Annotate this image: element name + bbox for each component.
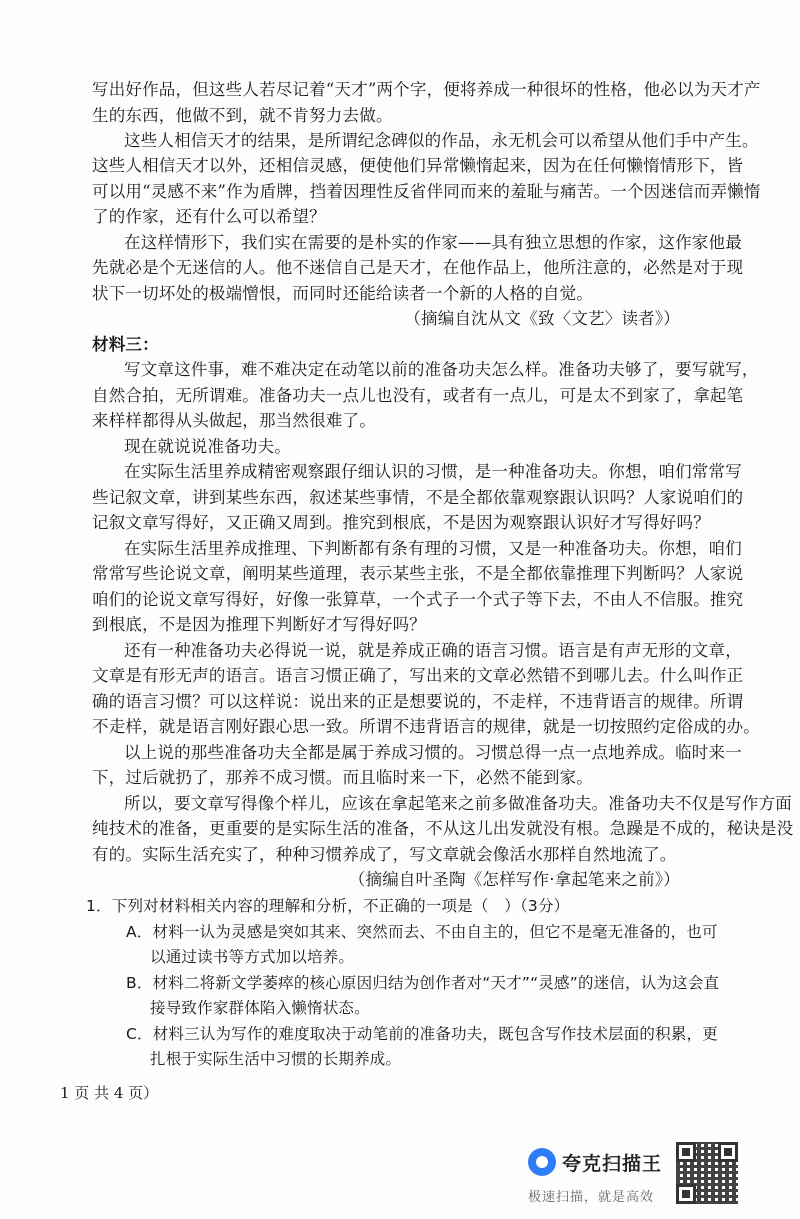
page-footer: 1 页 共 4 页） (60, 1084, 159, 1102)
text-line: 现在就说说准备功夫。 (124, 437, 291, 456)
text-line: 纯技术的准备，更重要的是实际生活的准备，不从这儿出发就没有根。急躁是不成的，秘诀是没 (92, 819, 794, 838)
text-line: 可以用“灵感不来”作为盾牌，挡着因理性反省伴同而来的羞耻与痛苦。一个因迷信而弄懒惰 (92, 182, 761, 201)
option-b-cont: 接导致作家群体陷入懒惰状态。 (150, 999, 370, 1017)
text-line: 这些人相信天才的结果，是所谓纪念碑似的作品，永无机会可以希望从他们手中产生。 (124, 131, 759, 150)
scanner-slogan: 极速扫描，就是高效 (528, 1190, 655, 1205)
text-line: 在这样情形下，我们实在需要的是朴实的作家——具有独立思想的作家，这作家他最 (124, 233, 742, 252)
option-b: B．材料二将新文学萎瘁的核心原因归结为创作者对“天才”“灵感”的迷信，认为这会直 (126, 974, 720, 992)
text-line: 了的作家，还有什么可以希望？ (92, 207, 326, 226)
section-label: 材料三： (92, 335, 159, 354)
text-line: 在实际生活里养成精密观察跟仔细认识的习惯，是一种准备功夫。你想，咱们常常写 (124, 462, 742, 481)
text-line: 不走样，就是语言刚好跟心思一致。所谓不违背语言的规律，就是一切按照约定俗成的办。 (92, 717, 760, 736)
text-line: 确的语言习惯？可以这样说：说出来的正是想要说的，不走样，不违背语言的规律。所谓 (92, 692, 744, 711)
text-line: 咱们的论说文章写得好，好像一张算草，一个式子一个式子等下去，不由人不信服。推究 (92, 590, 744, 609)
source-citation: （摘编自沈从文《致〈文艺〉读者》） (404, 309, 680, 328)
text-line: 到根底，不是因为推理下判断好才写得好吗？ (92, 615, 426, 634)
question-number: 1． (86, 897, 112, 915)
option-c: C．材料三认为写作的难度取决于动笔前的准备功夫，既包含写作技术层面的积累，更 (126, 1025, 718, 1043)
text-line: 常常写些论说文章，阐明某些道理，表示某些主张，不是全都依靠推理下判断吗？人家说 (92, 564, 744, 583)
text-line: 这些人相信天才以外，还相信灵感，便使他们异常懒惰起来，因为在任何懒惰情形下，皆 (92, 156, 744, 175)
question-stem (86, 896, 706, 916)
scanner-watermark (528, 1148, 662, 1176)
text-line: 状下一切坏处的极端憎恨，而同时还能给读者一个新的人格的自觉。 (92, 284, 593, 303)
quark-logo-icon (528, 1148, 556, 1176)
question-text: 下列对材料相关内容的理解和分析，不正确的一项是（ ）（3分） (111, 897, 570, 915)
text-line: 些记叙文章，讲到某些东西，叙述某些事情，不是全都依靠观察跟认识吗？人家说咱们的 (92, 488, 744, 507)
text-line: 在实际生活里养成推理、下判断都有条有理的习惯，又是一种准备功夫。你想，咱们 (124, 539, 742, 558)
option-c-cont: 扎根于实际生活中习惯的长期养成。 (150, 1050, 402, 1068)
text-line: 写出好作品，但这些人若尽记着“天才”两个字，便将养成一种很坏的性格，他必以为天才产 (92, 80, 761, 99)
text-line: 自然合拍，无所谓难。准备功夫一点儿也没有，或者有一点儿，可是太不到家了，拿起笔 (92, 386, 744, 405)
text-line: 所以，要文章写得像个样儿，应该在拿起笔来之前多做准备功夫。准备功夫不仅是写作方面 (124, 794, 792, 813)
text-line: 文章是有形无声的语言。语言习惯正确了，写出来的文章必然错不到哪儿去。什么叫作正 (92, 666, 744, 685)
source-citation: （摘编自叶圣陶《怎样写作·拿起笔来之前》） (348, 870, 680, 889)
text-line: 以上说的那些准备功夫全都是属于养成习惯的。习惯总得一点一点地养成。临时来一 (124, 743, 742, 762)
scanner-name: 夸克扫描王 (562, 1152, 663, 1175)
text-line: 来样样都得从头做起，那当然很难了。 (92, 411, 376, 430)
text-line: 先就必是个无迷信的人。他不迷信自己是天才，在他作品上，他所注意的，必然是对于现 (92, 258, 744, 277)
option-a-cont: 以通过读书等方式加以培养。 (150, 948, 355, 966)
option-a: A．材料一认为灵感是突如其来、突然而去、不由自主的，但它不是毫无准备的，也可 (126, 923, 718, 941)
text-line: 还有一种准备功夫必得说一说，就是养成正确的语言习惯。语言是有声无形的文章， (124, 641, 742, 660)
text-line: 生的东西，他做不到，就不肯努力去做。 (92, 106, 393, 125)
text-line: 记叙文章写得好，又正确又周到。推究到根底，不是因为观察跟认识好才写得好吗？ (92, 513, 710, 532)
text-line: 有的。实际生活充实了，种种习惯养成了，写文章就会像活水那样自然地流了。 (92, 845, 677, 864)
qr-code-icon (676, 1142, 738, 1204)
text-line: 下，过后就扔了，那养不成习惯。而且临时来一下，必然不能到家。 (92, 768, 593, 787)
text-line: 写文章这件事，难不难决定在动笔以前的准备功夫怎么样。准备功夫够了，要写就写， (124, 360, 759, 379)
